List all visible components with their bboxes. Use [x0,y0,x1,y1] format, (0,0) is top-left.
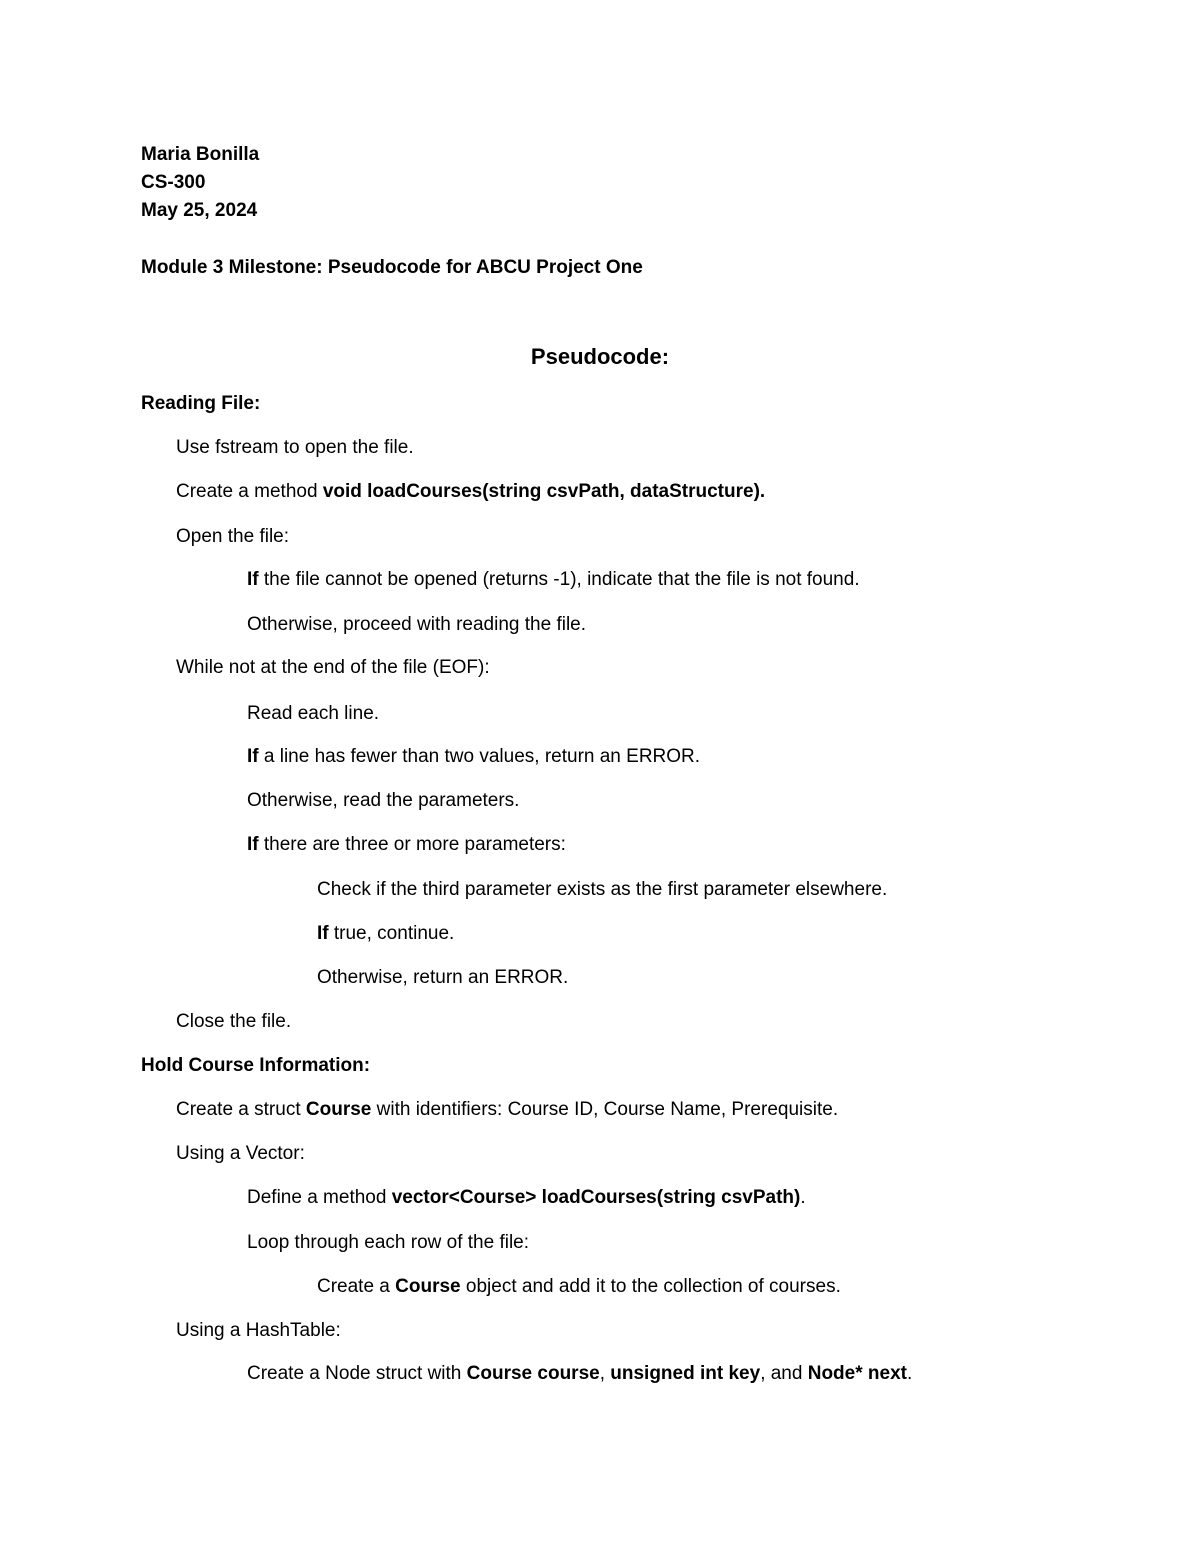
if-keyword: If [247,746,259,767]
course-code: CS-300 [141,172,206,193]
reading-line-1: Use fstream to open the file. [176,437,414,458]
reading-line-2 [176,480,765,504]
document-date: May 25, 2024 [141,200,258,221]
hold-line-5 [317,1275,841,1299]
hold-line-7-text: Create a Node struct with [247,1363,467,1384]
hold-line-5-rest: object and add it to the collection of courses. [460,1276,841,1297]
reading-line-14: Close the file. [176,1011,292,1032]
hold-line-7-end: . [906,1363,913,1384]
hold-line-3-rest: . [800,1187,806,1208]
node-field-course: Course course [466,1363,600,1384]
hold-course-heading: Hold Course Information: [141,1055,371,1076]
reading-line-3: Open the file: [176,526,290,547]
if-keyword: If [317,923,329,944]
reading-line-7: Read each line. [247,703,380,724]
reading-line-4 [247,568,860,592]
hold-line-1 [176,1098,838,1122]
reading-line-4-text: the file cannot be opened (returns -1), indicate that the file is not found. [258,569,860,590]
reading-line-10 [247,833,566,857]
node-field-key: unsigned int key [610,1363,761,1384]
reading-line-9: Otherwise, read the parameters. [247,790,520,811]
reading-line-11: Check if the third parameter exists as the first parameter elsewhere. [317,879,888,900]
hold-line-6: Using a HashTable: [176,1320,341,1341]
reading-line-5: Otherwise, proceed with reading the file. [247,614,587,635]
if-keyword: If [247,569,259,590]
course-object-name: Course [395,1276,461,1297]
hold-line-3 [247,1186,806,1210]
hold-line-1-rest: with identifiers: Course ID, Course Name, Prerequisite. [371,1099,839,1120]
reading-line-10-text: there are three or more parameters: [258,834,566,855]
load-courses-signature: void loadCourses(string csvPath, dataStructure). [322,481,766,502]
section-title: Pseudocode: [530,344,670,369]
reading-line-13: Otherwise, return an ERROR. [317,967,569,988]
hold-line-7-sep2: , and [760,1363,808,1384]
reading-line-2-text: Create a method [176,481,323,502]
reading-file-heading: Reading File: [141,393,261,414]
document-title: Module 3 Milestone: Pseudocode for ABCU Project One [141,257,643,278]
reading-line-12-text: true, continue. [328,923,455,944]
node-field-next: Node* next [807,1363,907,1384]
hold-line-2: Using a Vector: [176,1143,305,1164]
reading-line-12 [317,922,454,946]
if-keyword: If [247,834,259,855]
reading-line-8 [247,745,700,769]
reading-line-8-text: a line has fewer than two values, return an ERROR. [258,746,701,767]
hold-line-1-text: Create a struct [176,1099,306,1120]
course-struct-name: Course [305,1099,372,1120]
hold-line-4: Loop through each row of the file: [247,1232,530,1253]
reading-line-6: While not at the end of the file (EOF): [176,657,490,678]
hold-line-7 [247,1362,912,1386]
hold-line-3-text: Define a method [247,1187,392,1208]
hold-line-7-sep1: , [599,1363,611,1384]
vector-load-signature: vector<Course> loadCourses(string csvPath) [391,1187,801,1208]
hold-line-5-text: Create a [317,1276,396,1297]
author-name: Maria Bonilla [141,144,260,165]
